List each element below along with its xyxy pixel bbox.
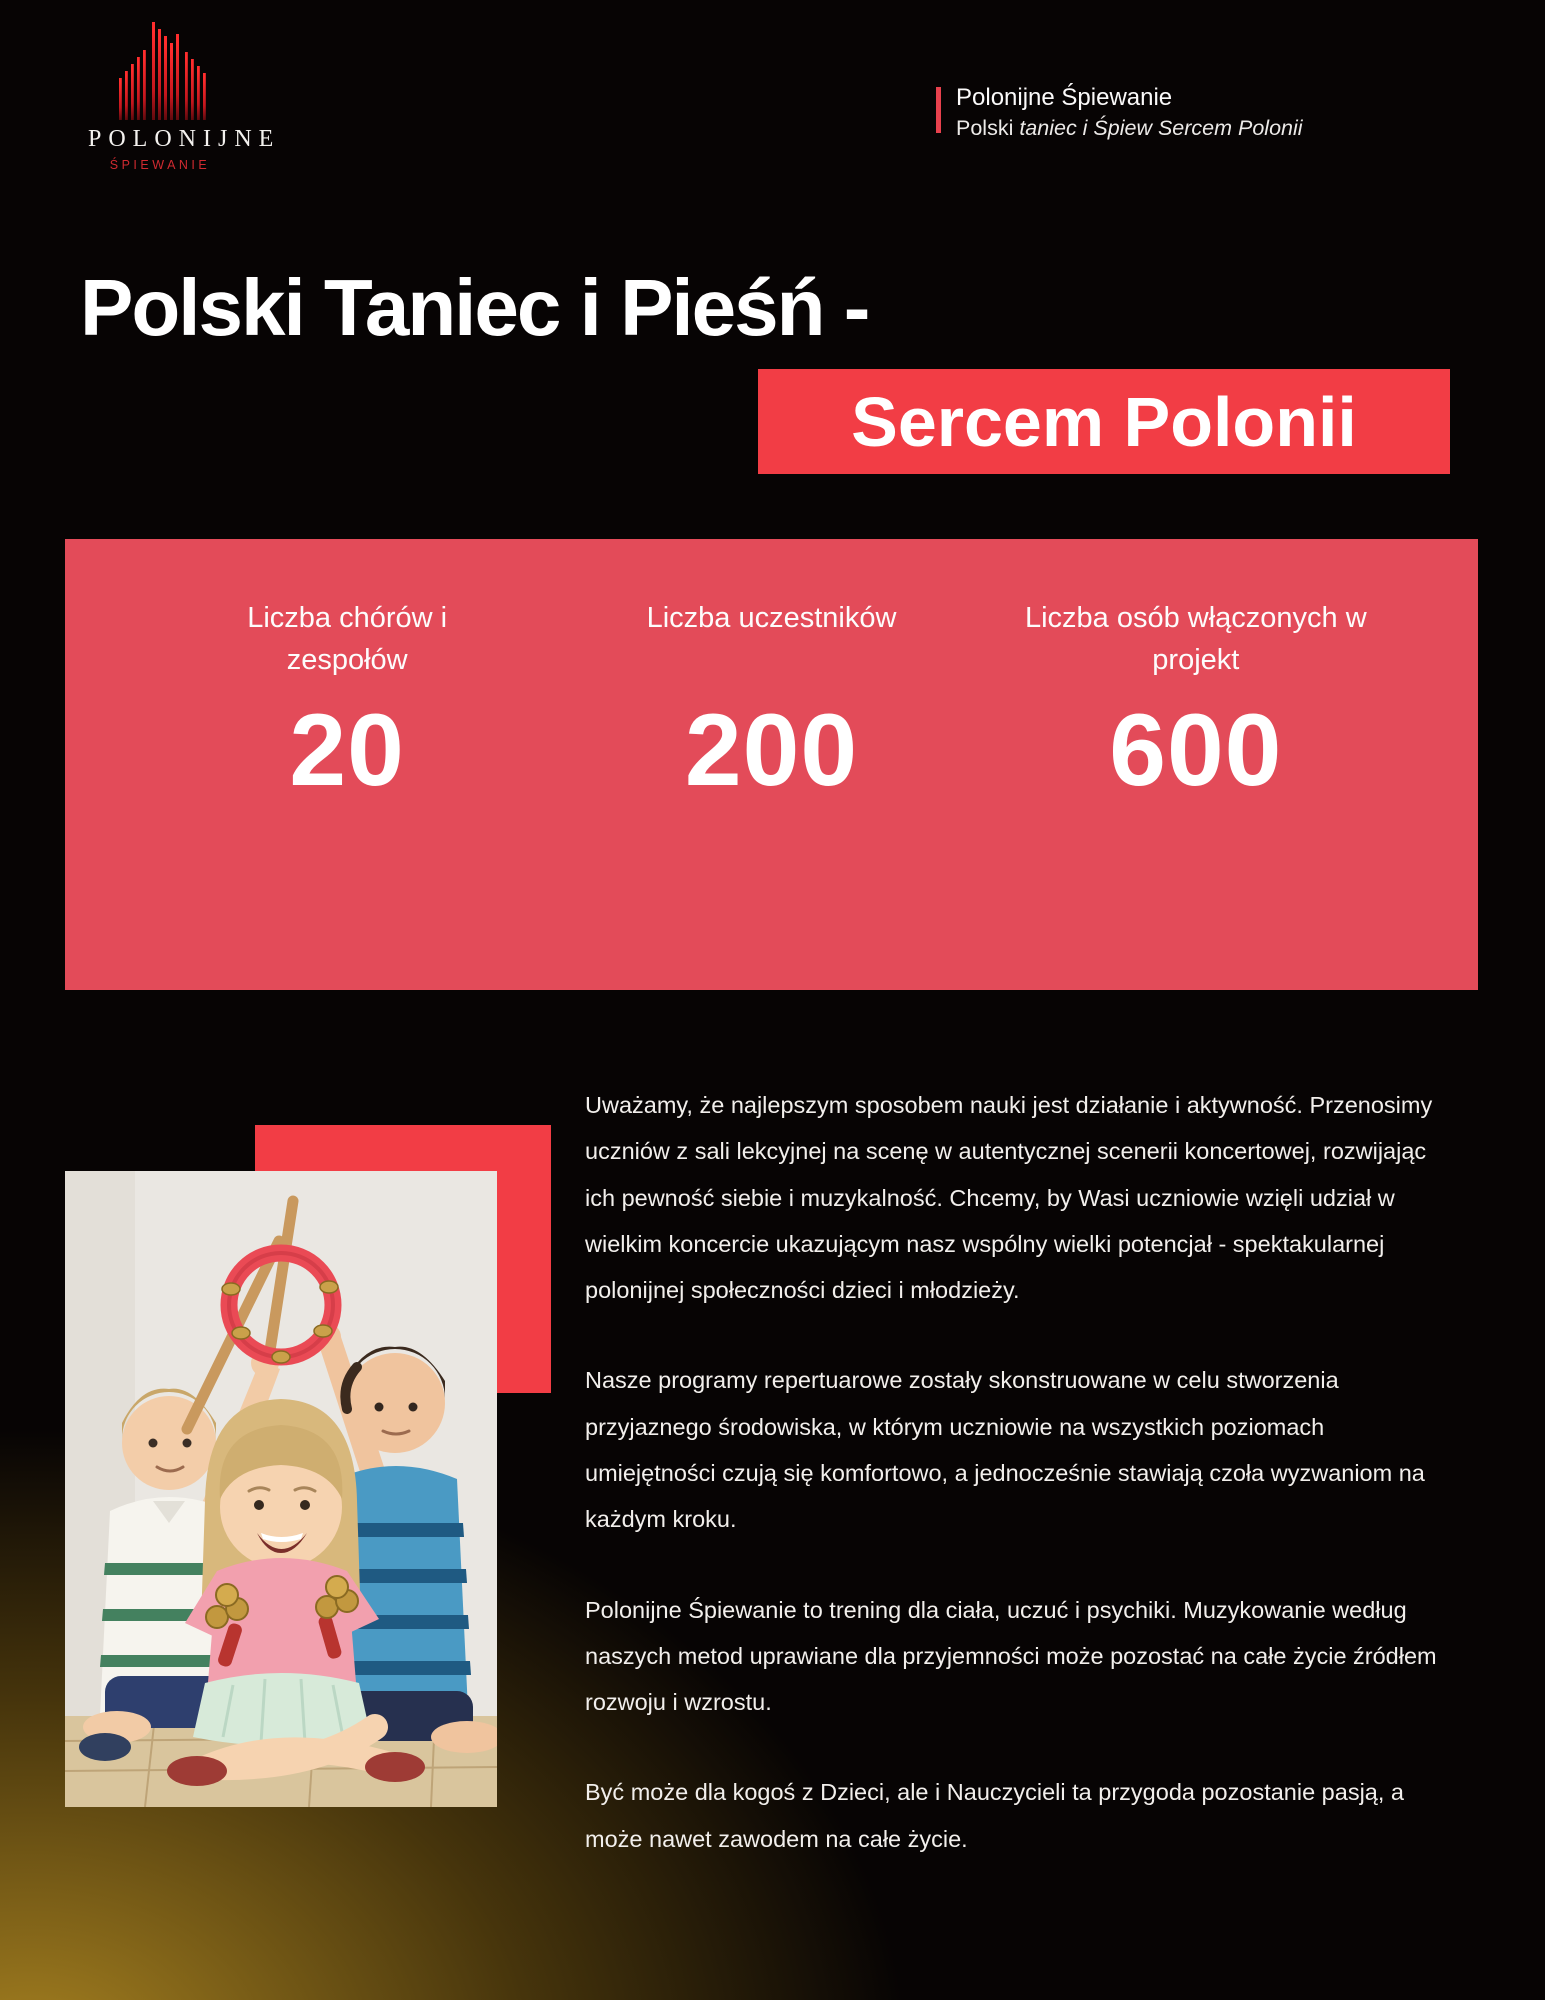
logo-submark: ŚPIEWANIE — [109, 158, 211, 172]
paragraph-1: Uważamy, że najlepszym sposobem nauki jest działanie i aktywność. Przenosimy uczniów z sali lekcyjnej na scenę w autentycznej scenerii koncertowej, rozwijając ich pewność siebie i muzykalność. Chcemy, by Wasi uczniowie wzięli udział w wielkim koncercie ukazującym nasz wspólny wielki potencjał - spektakularnej polonijnej społeczności dzieci i młodzieży. — [585, 1092, 1433, 1304]
stat-value: 600 — [1109, 693, 1283, 807]
stat-label: Liczba uczestników — [646, 602, 897, 634]
stats-panel — [65, 539, 1478, 990]
stat-project-people — [984, 597, 1408, 990]
highlight-box — [758, 369, 1450, 474]
stat-value: 20 — [289, 693, 405, 807]
stat-choirs — [135, 597, 559, 990]
brand-note — [936, 84, 1303, 143]
stat-label: Liczba chórów i zespołów — [247, 602, 448, 677]
logo — [85, 20, 281, 172]
brand-subtitle — [956, 115, 1303, 143]
body-text — [585, 1082, 1460, 1862]
brand-subtitle-italic: taniec i Śpiew Sercem Polonii — [1019, 115, 1303, 140]
brand-title: Polonijne Śpiewanie — [956, 84, 1173, 111]
logo-wordmark: POLONIJNE — [88, 126, 281, 152]
page-title: Polski Taniec i Pieśń - — [80, 263, 869, 352]
stat-value: 200 — [684, 693, 859, 807]
highlight-text: Sercem Polonii — [851, 382, 1357, 461]
organ-pipes-icon — [112, 20, 208, 122]
paragraph-2: Nasze programy repertuarowe zostały skonstruowane w celu stworzenia przyjaznego środowiska, w którym uczniowie na wszystkich poziomach umiejętności czują się komfortowo, a jednocześnie stawiają czoła wyzwaniom na każdym kroku. — [585, 1367, 1425, 1533]
accent-bar-icon — [936, 87, 941, 133]
brand-subtitle-prefix: Polski — [956, 115, 1020, 140]
paragraph-4: Być może dla kogoś z Dzieci, ale i Nauczycieli ta przygoda pozostanie pasją, a może nawet zawodem na całe życie. — [585, 1779, 1404, 1852]
stat-label: Liczba osób włączonych w projekt — [1024, 602, 1367, 677]
paragraph-3: Polonijne Śpiewanie to trening dla ciała, uczuć i psychiki. Muzykowanie według naszych metod uprawiane dla przyjemności może pozostać na całe życie źródłem rozwoju i wzrostu. — [585, 1596, 1437, 1716]
stat-participants — [559, 597, 983, 990]
children-photo — [65, 1171, 497, 1807]
